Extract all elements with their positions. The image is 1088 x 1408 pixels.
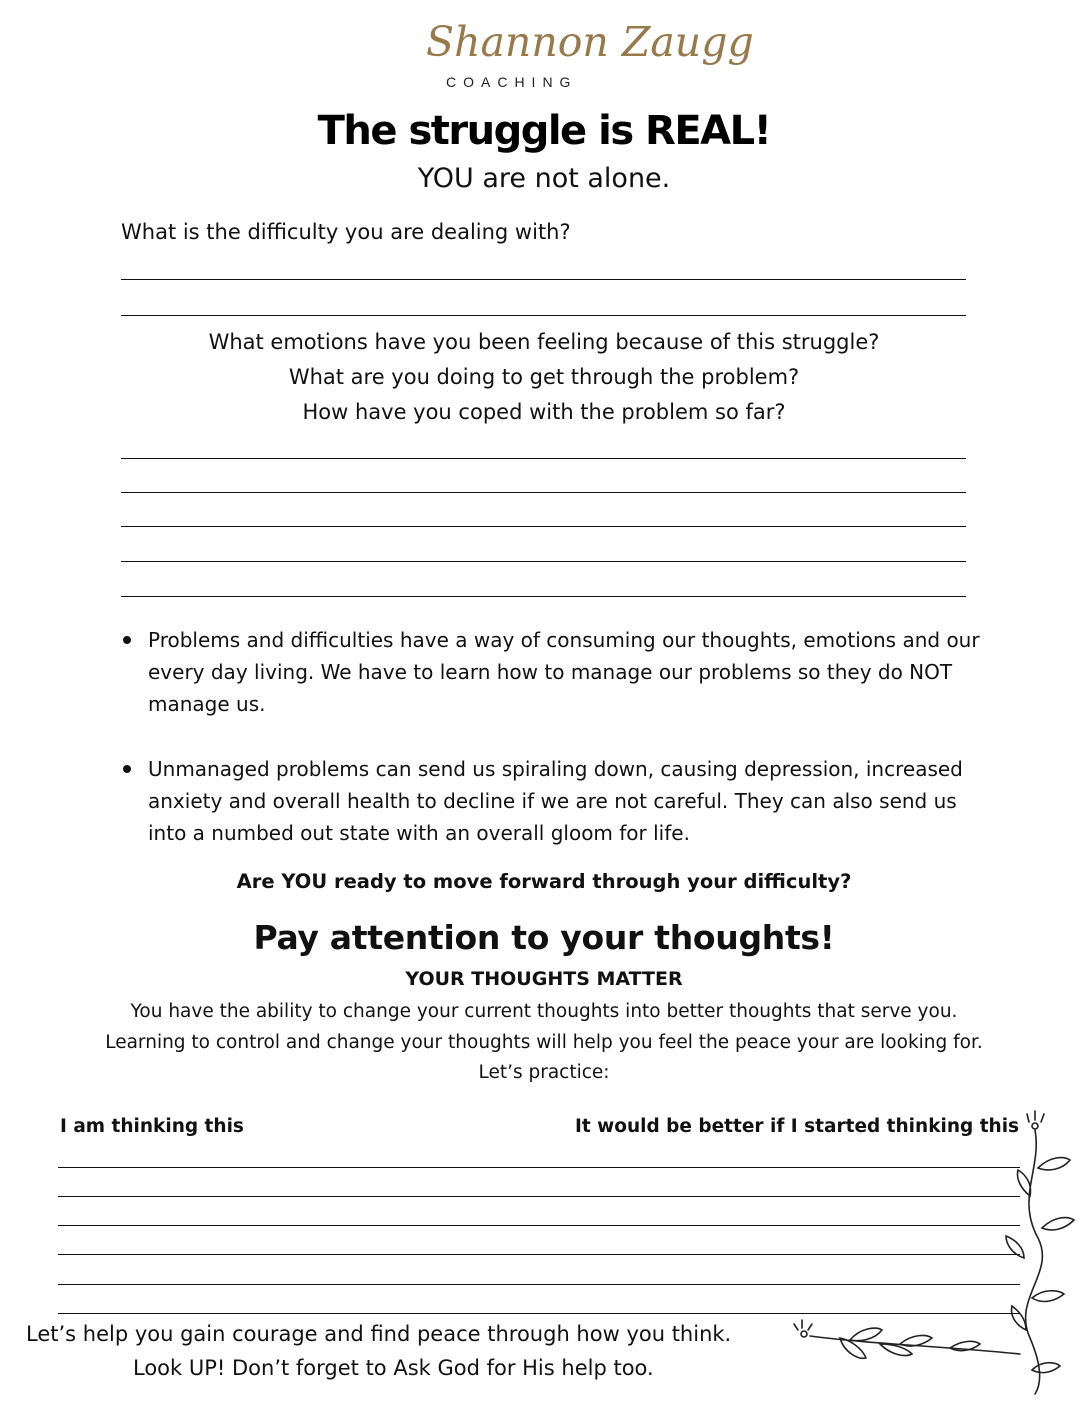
closing-line: Let’s help you gain courage and find peace through how you think. — [26, 1322, 732, 1346]
closing-line: Look UP! Don’t forget to Ask God for His help too. — [133, 1356, 654, 1380]
bullet-text: Problems and difficulties have a way of consuming our thoughts, emotions and our every day living. We have to learn how to manage our problems so they do NOT manage us. — [148, 628, 980, 716]
answer-line[interactable] — [121, 315, 966, 316]
question-difficulty: What is the difficulty you are dealing with? — [121, 220, 571, 244]
answer-line[interactable] — [121, 561, 966, 562]
page-subtitle: YOU are not alone. — [417, 163, 671, 194]
vine-flower-icon — [780, 1108, 1080, 1398]
logo-subtitle: COACHING — [446, 74, 578, 90]
page-title: The struggle is REAL! — [317, 108, 771, 154]
logo-script-text: Shannon Zaugg — [426, 18, 754, 66]
answer-line[interactable] — [121, 458, 966, 459]
thoughts-paragraph-line: Learning to control and change your thoughts will help you feel the peace your are looking for. — [105, 1032, 983, 1053]
question-emotions: What emotions have you been feeling because of this struggle? — [208, 330, 880, 354]
bullet-item — [120, 624, 980, 720]
answer-line[interactable] — [121, 492, 966, 493]
thoughts-paragraph-line: You have the ability to change your current thoughts into better thoughts that serve you. — [130, 1001, 958, 1022]
bullet-text: Unmanaged problems can send us spiraling down, causing depression, increased anxiety and overall health to decline if we are not careful. They can also send us into a numbed out state with an overall gloom for life. — [148, 757, 963, 845]
column-label-current: I am thinking this — [60, 1116, 244, 1137]
brand-logo — [400, 16, 754, 96]
bullet-icon — [123, 765, 131, 773]
thoughts-paragraph-line: Let’s practice: — [478, 1062, 610, 1083]
question-coped: How have you coped with the problem so far? — [302, 400, 786, 424]
bullet-item — [120, 753, 980, 849]
answer-line[interactable] — [121, 279, 966, 280]
answer-line[interactable] — [121, 596, 966, 597]
ready-question: Are YOU ready to move forward through your difficulty? — [236, 870, 852, 893]
question-doing: What are you doing to get through the problem? — [288, 365, 800, 389]
column-label-better: It would be better if I started thinking this — [575, 1116, 1020, 1137]
section-heading: Pay attention to your thoughts! — [253, 918, 835, 957]
answer-line[interactable] — [121, 526, 966, 527]
section-subheading: YOUR THOUGHTS MATTER — [405, 968, 683, 990]
bullet-icon — [123, 636, 131, 644]
